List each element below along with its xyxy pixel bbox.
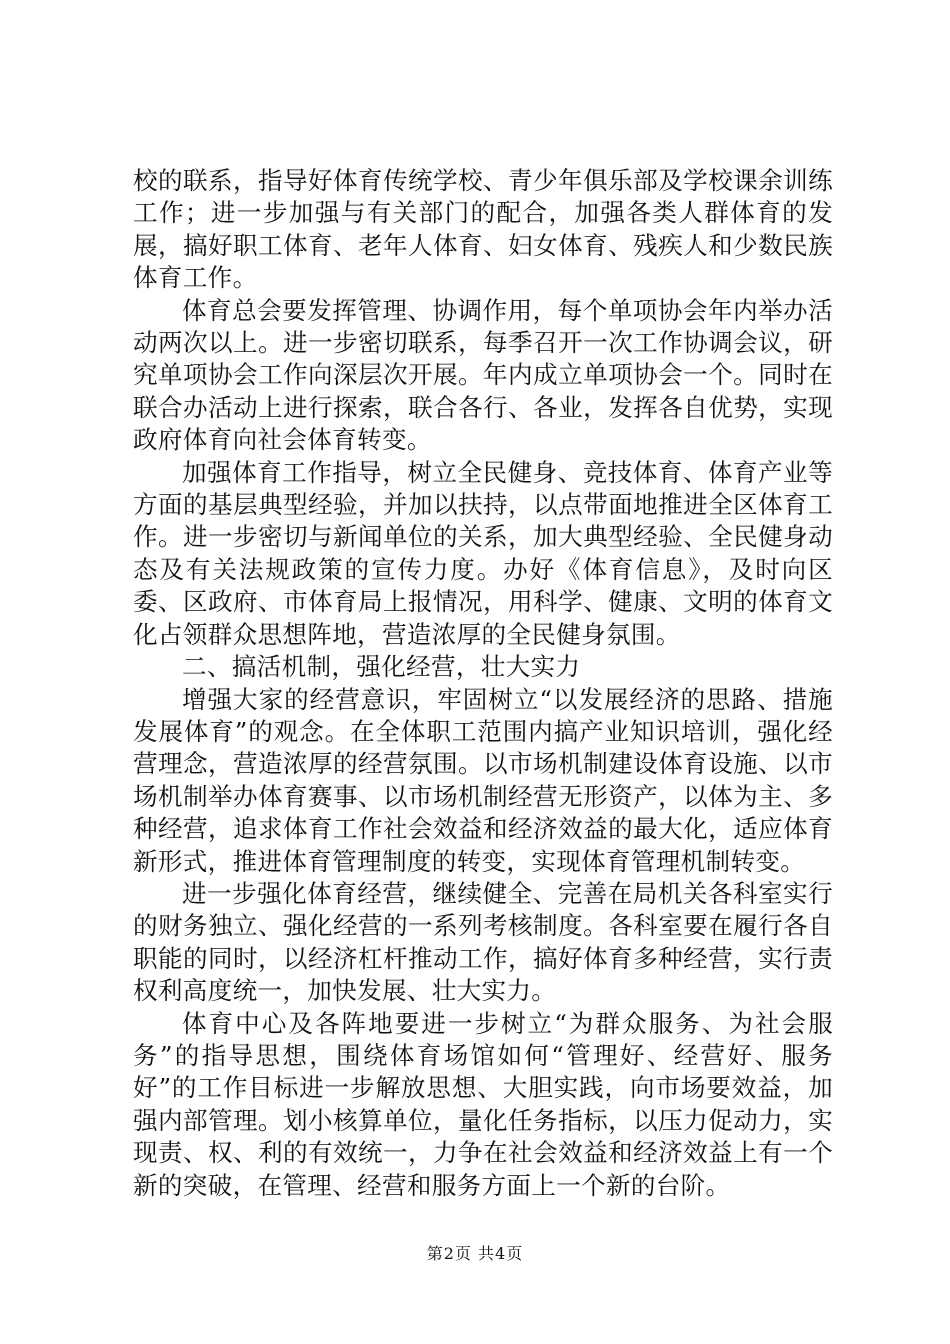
document-body	[133, 165, 833, 1202]
section-heading: 二、搞活机制，强化经营，壮大实力	[182, 652, 581, 682]
paragraph-5: 进一步强化体育经营，继续健全、完善在局机关各科室实行的财务独立、强化经营的一系列考核制度。各科室要在履行各自职能的同时，以经济杠杆推动工作，搞好体育多种经营，实行责权利高度统一，加快发展、壮大实力。	[133, 878, 833, 1006]
paragraph-4: 增强大家的经营意识，牢固树立“以发展经济的思路、措施发展体育”的观念。在全体职工范围内搞产业知识培训，强化经营理念，营造浓厚的经营氛围。以市场机制建设体育设施、以市场机制举办体育赛事、以市场机制经营无形资产，以体为主、多种经营，追求体育工作社会效益和经济效益的最大化，适应体育新形式，推进体育管理制度的转变，实现体育管理机制转变。	[133, 684, 833, 876]
paragraph-1: 校的联系，指导好体育传统学校、青少年俱乐部及学校课余训练工作；进一步加强与有关部门的配合，加强各类人群体育的发展，搞好职工体育、老年人体育、妇女体育、残疾人和少数民族体育工作。	[133, 166, 833, 293]
paragraph-2: 体育总会要发挥管理、协调作用，每个单项协会年内举办活动两次以上。进一步密切联系，每季召开一次工作协调会议，研究单项协会工作向深层次开展。年内成立单项协会一个。同时在联合办活动上进行探索，联合各行、各业，发挥各自优势，实现政府体育向社会体育转变。	[133, 295, 833, 455]
paragraph-3: 加强体育工作指导，树立全民健身、竞技体育、体育产业等方面的基层典型经验，并加以扶持，以点带面地推进全区体育工作。进一步密切与新闻单位的关系，加大典型经验、全民健身动态及有关法规政策的宣传力度。办好《体育信息》，及时向区委、区政府、市体育局上报情况，用科学、健康、文明的体育文化占领群众思想阵地，营造浓厚的全民健身氛围。	[133, 457, 833, 649]
paragraph-6: 体育中心及各阵地要进一步树立“为群众服务、为社会服务”的指导思想，围绕体育场馆如何“管理好、经营好、服务好”的工作目标进一步解放思想、大胆实践，向市场要效益，加强内部管理。划小核算单位，量化任务指标，以压力促动力，实现责、权、利的有效统一，力争在社会效益和经济效益上有一个新的突破，在管理、经营和服务方面上一个新的台阶。	[133, 1008, 833, 1200]
page-number-footer: 第2页 共4页	[426, 1244, 524, 1263]
